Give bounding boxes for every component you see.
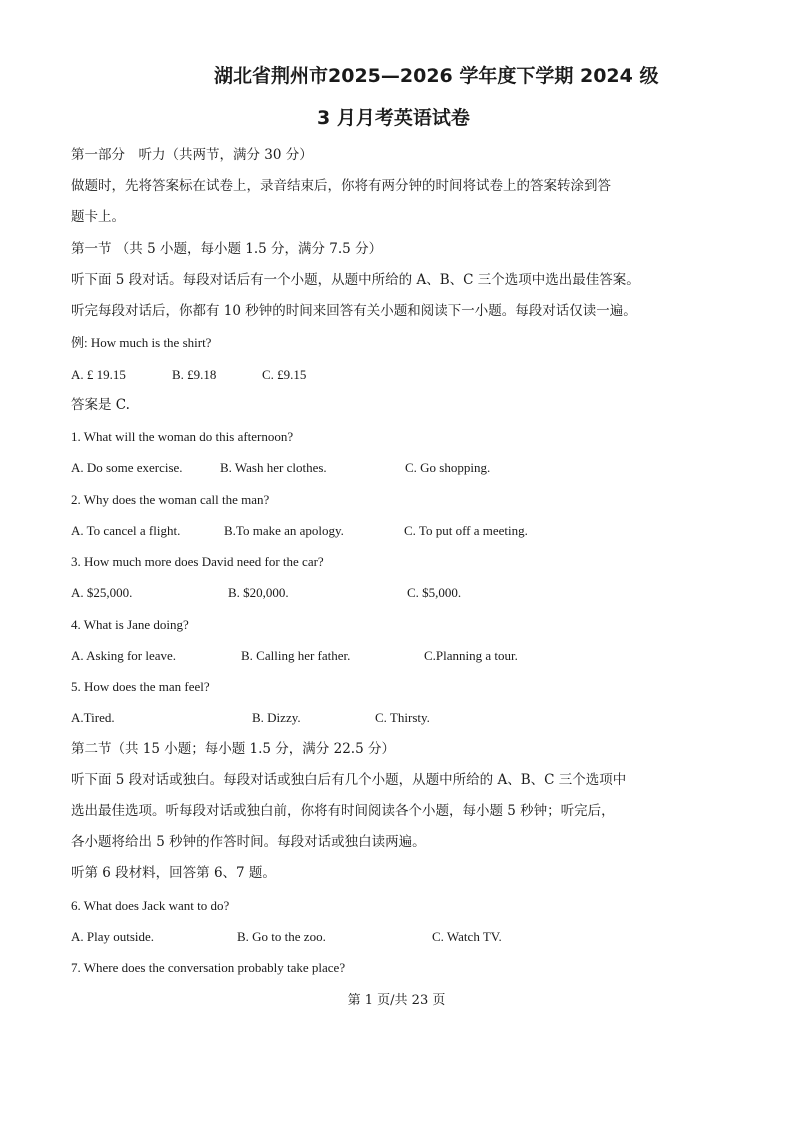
question-2: 2. Why does the woman call the man? (71, 492, 270, 507)
example-answer: 答案是 C. (71, 397, 130, 413)
q1-option-b: B. Wash her clothes. (220, 460, 327, 475)
question-6: 6. What does Jack want to do? (71, 898, 230, 913)
section2-heading: 第二节（共 15 小题；每小题 1.5 分，满分 22.5 分） (71, 741, 395, 757)
part1-instruction-line1: 做题时，先将答案标在试卷上，录音结束后，你将有两分钟的时间将试卷上的答案转涂到答 (71, 178, 611, 194)
q2-option-b: B.To make an apology. (224, 523, 344, 538)
section2-instruction-line3: 各小题将给出 5 秒钟的作答时间。每段对话或独白读两遍。 (71, 834, 426, 850)
part1-heading: 第一部分 听力（共两节，满分 30 分） (71, 147, 313, 163)
question-3: 3. How much more does David need for the car? (71, 554, 324, 569)
q6-option-b: B. Go to the zoo. (237, 929, 326, 944)
q2-option-a: A. To cancel a flight. (71, 523, 181, 538)
section2-instruction-line1: 听下面 5 段对话或独白。每段对话或独白后有几个小题，从题中所给的 A、B、C 三个选项中 (71, 772, 627, 788)
q2-option-c: C. To put off a meeting. (404, 523, 528, 538)
q6-option-c: C. Watch TV. (432, 929, 502, 944)
question-5: 5. How does the man feel? (71, 679, 210, 694)
q3-option-c: C. $5,000. (407, 585, 462, 600)
example-question: 例: How much is the shirt? (71, 335, 212, 350)
q5-option-c: C. Thirsty. (375, 710, 430, 725)
q1-option-c: C. Go shopping. (405, 460, 491, 475)
example-option-b: B. £9.18 (172, 367, 217, 382)
page-footer: 第 1 页/共 23 页 (347, 993, 446, 1008)
exam-title-line1: 湖北省荆州市2025—2026 学年度下学期 2024 级 (214, 65, 659, 87)
section1-instruction-line2: 听完每段对话后，你都有 10 秒钟的时间来回答有关小题和阅读下一小题。每段对话仅读一遍。 (71, 303, 637, 319)
section1-instruction-line1: 听下面 5 段对话。每段对话后有一个小题，从题中所给的 A、B、C 三个选项中选出最佳答案。 (71, 272, 640, 288)
section1-heading: 第一节 （共 5 小题，每小题 1.5 分，满分 7.5 分） (71, 241, 383, 257)
q1-option-a: A. Do some exercise. (71, 460, 183, 475)
example-option-c: C. £9.15 (262, 367, 307, 382)
q5-option-a: A.Tired. (71, 710, 115, 725)
exam-title-line2: 3 月月考英语试卷 (317, 107, 470, 129)
q4-option-b: B. Calling her father. (241, 648, 351, 663)
question-4: 4. What is Jane doing? (71, 617, 189, 632)
material-6-instruction: 听第 6 段材料，回答第 6、7 题。 (71, 865, 276, 881)
q3-option-a: A. $25,000. (71, 585, 133, 600)
section2-instruction-line2: 选出最佳选项。听每段对话或独白前，你将有时间阅读各个小题，每小题 5 秒钟；听完后， (71, 803, 615, 819)
q4-option-c: C.Planning a tour. (424, 648, 518, 663)
q3-option-b: B. $20,000. (228, 585, 289, 600)
q6-option-a: A. Play outside. (71, 929, 155, 944)
example-option-a: A. £ 19.15 (71, 367, 126, 382)
q5-option-b: B. Dizzy. (252, 710, 301, 725)
question-1: 1. What will the woman do this afternoon? (71, 429, 294, 444)
question-7: 7. Where does the conversation probably take place? (71, 960, 346, 975)
q4-option-a: A. Asking for leave. (71, 648, 177, 663)
part1-instruction-line2: 题卡上。 (71, 209, 125, 225)
